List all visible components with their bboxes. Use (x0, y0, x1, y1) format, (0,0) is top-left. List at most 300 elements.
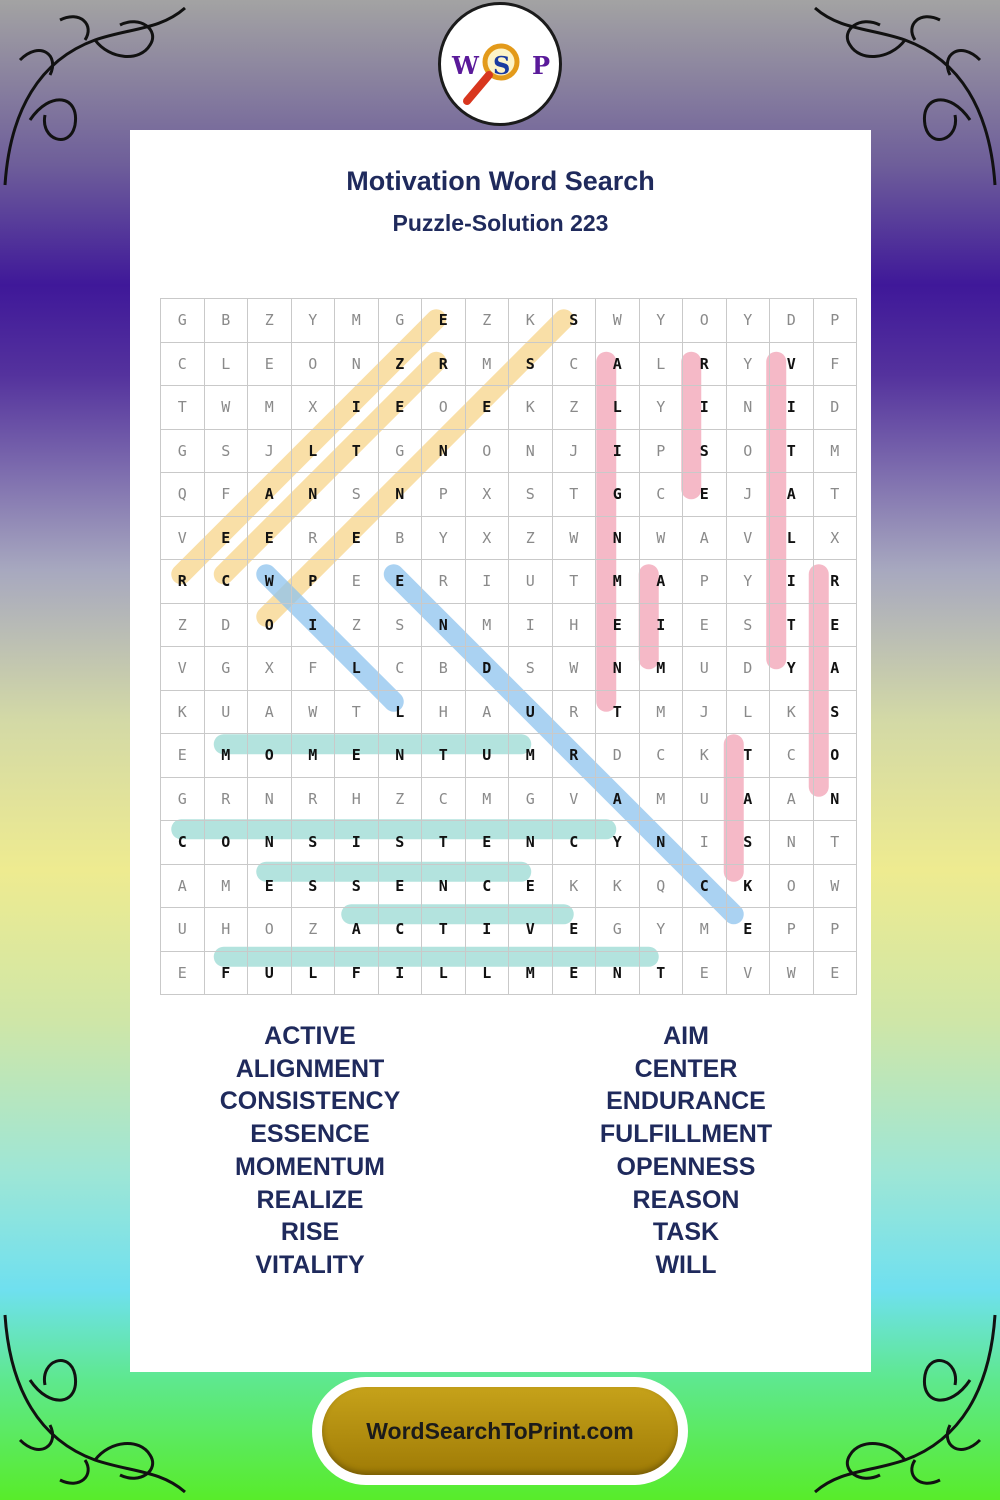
grid-cell[interactable]: V (726, 951, 770, 995)
grid-cell[interactable]: U (509, 560, 553, 604)
grid-cell[interactable]: N (248, 821, 292, 865)
grid-cell[interactable]: P (291, 560, 335, 604)
grid-cell[interactable]: R (291, 777, 335, 821)
grid-cell[interactable]: E (248, 516, 292, 560)
grid-row (161, 516, 857, 560)
grid-cell[interactable]: C (161, 821, 205, 865)
grid-cell[interactable]: S (335, 864, 379, 908)
grid-cell[interactable]: U (161, 908, 205, 952)
grid-cell[interactable]: L (726, 690, 770, 734)
grid-cell[interactable]: K (161, 690, 205, 734)
grid-cell[interactable]: S (291, 864, 335, 908)
grid-cell[interactable]: E (335, 516, 379, 560)
grid-cell[interactable]: H (422, 690, 466, 734)
grid-cell[interactable]: C (161, 342, 205, 386)
grid-cell[interactable]: I (335, 386, 379, 430)
grid-row (161, 299, 857, 343)
grid-cell[interactable]: T (552, 473, 596, 517)
grid-cell[interactable]: O (465, 429, 509, 473)
grid-cell[interactable]: E (378, 864, 422, 908)
grid-cell[interactable]: I (683, 821, 727, 865)
grid-cell[interactable]: A (639, 560, 683, 604)
grid-cell[interactable]: I (596, 429, 640, 473)
grid-cell[interactable]: C (465, 864, 509, 908)
grid-cell[interactable]: C (770, 734, 814, 778)
grid-cell[interactable]: F (204, 473, 248, 517)
grid-cell[interactable]: Z (509, 516, 553, 560)
grid-cell[interactable]: S (291, 821, 335, 865)
grid-cell[interactable]: A (465, 690, 509, 734)
grid-cell[interactable]: L (639, 342, 683, 386)
site-link-inner (322, 1387, 678, 1475)
grid-cell[interactable]: M (465, 603, 509, 647)
grid-cell[interactable]: L (770, 516, 814, 560)
grid-cell[interactable]: S (813, 690, 857, 734)
grid-row (161, 864, 857, 908)
grid-cell[interactable]: E (683, 603, 727, 647)
grid-cell[interactable]: U (204, 690, 248, 734)
grid-cell[interactable]: E (161, 951, 205, 995)
grid-cell[interactable]: A (335, 908, 379, 952)
word-list-left (130, 1020, 490, 1282)
grid-cell[interactable]: A (596, 342, 640, 386)
grid-cell[interactable]: M (465, 777, 509, 821)
grid-row (161, 560, 857, 604)
grid-cell[interactable]: E (378, 560, 422, 604)
grid-cell[interactable]: L (335, 647, 379, 691)
grid-cell[interactable]: A (683, 516, 727, 560)
grid-cell[interactable]: O (683, 299, 727, 343)
grid-cell[interactable]: Y (639, 299, 683, 343)
grid-cell[interactable]: E (726, 908, 770, 952)
grid-row (161, 603, 857, 647)
grid-cell[interactable]: F (291, 647, 335, 691)
grid-cell[interactable]: Y (422, 516, 466, 560)
grid-cell[interactable]: I (683, 386, 727, 430)
grid-cell[interactable]: Z (161, 603, 205, 647)
grid-cell[interactable]: R (422, 342, 466, 386)
grid-cell[interactable]: P (813, 908, 857, 952)
grid-cell[interactable]: N (639, 821, 683, 865)
grid-cell[interactable]: G (161, 429, 205, 473)
grid-cell[interactable]: O (248, 734, 292, 778)
grid-cell[interactable]: V (726, 516, 770, 560)
grid-cell[interactable]: T (422, 821, 466, 865)
grid-cell[interactable]: U (683, 647, 727, 691)
grid-cell[interactable]: S (509, 342, 553, 386)
grid-cell[interactable]: S (509, 473, 553, 517)
grid-cell[interactable]: X (291, 386, 335, 430)
grid-cell[interactable]: L (422, 951, 466, 995)
grid-cell[interactable]: E (161, 734, 205, 778)
grid-cell[interactable]: D (726, 647, 770, 691)
grid-cell[interactable]: O (726, 429, 770, 473)
word-list-item: OPENNESS (616, 1152, 756, 1181)
grid-cell[interactable]: E (378, 386, 422, 430)
grid-cell[interactable]: R (683, 342, 727, 386)
grid-cell[interactable]: M (639, 690, 683, 734)
grid-cell[interactable]: M (335, 299, 379, 343)
grid-cell[interactable]: I (335, 821, 379, 865)
grid-cell[interactable]: A (813, 647, 857, 691)
grid-cell[interactable]: V (552, 777, 596, 821)
grid-cell[interactable]: E (509, 864, 553, 908)
grid-cell[interactable]: Y (291, 299, 335, 343)
grid-cell[interactable]: Y (770, 647, 814, 691)
grid-cell[interactable]: N (248, 777, 292, 821)
word-list-item: TASK (652, 1218, 720, 1247)
grid-cell[interactable]: S (726, 821, 770, 865)
grid-cell[interactable]: N (509, 429, 553, 473)
grid-cell[interactable]: F (813, 342, 857, 386)
grid-cell[interactable]: V (770, 342, 814, 386)
grid-cell[interactable]: K (509, 386, 553, 430)
grid-cell[interactable]: A (596, 777, 640, 821)
grid-cell[interactable]: P (639, 429, 683, 473)
grid-cell[interactable]: M (813, 429, 857, 473)
grid-cell[interactable]: M (465, 342, 509, 386)
grid-cell[interactable]: Y (596, 821, 640, 865)
page-title: Motivation Word Search (346, 166, 655, 196)
word-list-item: ACTIVE (264, 1022, 356, 1050)
grid-cell[interactable]: S (204, 429, 248, 473)
grid-cell[interactable]: T (770, 429, 814, 473)
grid-cell[interactable]: I (465, 908, 509, 952)
grid-cell[interactable]: D (770, 299, 814, 343)
grid-cell[interactable]: R (552, 690, 596, 734)
grid-cell[interactable]: A (161, 864, 205, 908)
grid-cell[interactable]: T (813, 821, 857, 865)
logo-letter-s: S (493, 51, 511, 80)
word-list-item: WILL (655, 1250, 717, 1279)
grid-cell[interactable]: E (465, 821, 509, 865)
grid-cell[interactable]: V (161, 516, 205, 560)
grid-cell[interactable]: E (552, 951, 596, 995)
grid-cell[interactable]: P (422, 473, 466, 517)
grid-row (161, 777, 857, 821)
grid-cell[interactable]: E (335, 734, 379, 778)
grid-cell[interactable]: P (813, 299, 857, 343)
grid-cell[interactable]: K (683, 734, 727, 778)
grid-cell[interactable]: L (204, 342, 248, 386)
grid-cell[interactable]: E (248, 342, 292, 386)
grid-cell[interactable]: Z (552, 386, 596, 430)
grid-cell[interactable]: G (161, 777, 205, 821)
grid-cell[interactable]: E (813, 603, 857, 647)
grid-cell[interactable]: G (596, 473, 640, 517)
grid-cell[interactable]: C (552, 342, 596, 386)
grid-cell[interactable]: T (161, 386, 205, 430)
grid-cell[interactable]: H (204, 908, 248, 952)
grid-cell[interactable]: Z (335, 603, 379, 647)
grid-cell[interactable]: Y (726, 299, 770, 343)
grid-cell[interactable]: F (335, 951, 379, 995)
grid-cell[interactable]: W (291, 690, 335, 734)
grid-cell[interactable]: G (378, 429, 422, 473)
grid-cell[interactable]: F (204, 951, 248, 995)
grid-cell[interactable]: N (335, 342, 379, 386)
word-list-right (506, 1020, 866, 1282)
grid-cell[interactable]: I (465, 560, 509, 604)
grid-cell[interactable]: M (509, 951, 553, 995)
grid-cell[interactable]: M (639, 777, 683, 821)
grid-cell[interactable]: T (596, 690, 640, 734)
grid-cell[interactable]: Z (378, 777, 422, 821)
grid-cell[interactable]: W (248, 560, 292, 604)
grid-cell[interactable]: S (335, 473, 379, 517)
wsp-logo[interactable] (438, 2, 562, 126)
grid-cell[interactable]: Z (291, 908, 335, 952)
puzzle-grid (160, 298, 840, 982)
word-list-item: FULFILLMENT (599, 1120, 773, 1149)
grid-cell[interactable]: U (248, 951, 292, 995)
grid-cell[interactable]: W (813, 864, 857, 908)
grid-cell[interactable]: S (509, 647, 553, 691)
grid-row (161, 342, 857, 386)
grid-row (161, 951, 857, 995)
grid-cell[interactable]: L (596, 386, 640, 430)
grid-cell[interactable]: P (770, 908, 814, 952)
grid-cell[interactable]: C (639, 473, 683, 517)
grid-cell[interactable]: N (770, 821, 814, 865)
grid-cell[interactable]: C (552, 821, 596, 865)
grid-cell[interactable]: W (639, 516, 683, 560)
grid-cell[interactable]: I (639, 603, 683, 647)
word-list-item: ESSENCE (250, 1120, 370, 1149)
grid-cell[interactable]: W (770, 951, 814, 995)
grid-cell[interactable]: C (683, 864, 727, 908)
grid-cell[interactable]: K (552, 864, 596, 908)
puzzle-card (130, 130, 871, 1372)
grid-cell[interactable]: Q (161, 473, 205, 517)
grid-cell[interactable]: K (509, 299, 553, 343)
grid-cell[interactable]: A (770, 777, 814, 821)
grid-cell[interactable]: G (509, 777, 553, 821)
grid-cell[interactable]: O (248, 908, 292, 952)
word-list-item: CENTER (634, 1054, 738, 1083)
grid-cell[interactable]: O (770, 864, 814, 908)
grid-cell[interactable]: A (248, 473, 292, 517)
grid-cell[interactable]: M (596, 560, 640, 604)
logo-letter-w: W (452, 51, 479, 80)
grid-cell[interactable]: J (726, 473, 770, 517)
grid-cell[interactable]: D (204, 603, 248, 647)
grid-cell[interactable]: I (291, 603, 335, 647)
grid-cell[interactable]: I (378, 951, 422, 995)
grid-cell[interactable]: U (509, 690, 553, 734)
logo-letter-p: P (532, 51, 551, 80)
grid-cell[interactable]: N (596, 516, 640, 560)
grid-cell[interactable]: P (683, 560, 727, 604)
grid-cell[interactable]: Z (465, 299, 509, 343)
grid-cell[interactable]: T (422, 734, 466, 778)
grid-cell[interactable]: C (204, 560, 248, 604)
grid-cell[interactable]: R (161, 560, 205, 604)
grid-cell[interactable]: D (596, 734, 640, 778)
word-list-item: REALIZE (256, 1185, 364, 1214)
grid-cell[interactable]: M (639, 647, 683, 691)
grid-cell[interactable]: N (813, 777, 857, 821)
grid-cell[interactable]: B (378, 516, 422, 560)
grid-cell[interactable]: M (291, 734, 335, 778)
grid-cell[interactable]: U (465, 734, 509, 778)
grid-cell[interactable]: N (422, 864, 466, 908)
grid-cell[interactable]: Y (639, 386, 683, 430)
grid-cell[interactable]: T (552, 560, 596, 604)
grid-cell[interactable]: A (726, 777, 770, 821)
grid-cell[interactable]: R (291, 516, 335, 560)
word-list-item: ALIGNMENT (235, 1054, 385, 1083)
grid-cell[interactable]: N (726, 386, 770, 430)
grid-cell[interactable]: U (683, 777, 727, 821)
grid-cell[interactable]: L (378, 690, 422, 734)
grid-cell[interactable]: R (552, 734, 596, 778)
grid-row (161, 821, 857, 865)
grid-cell[interactable]: O (204, 821, 248, 865)
grid-cell[interactable]: K (596, 864, 640, 908)
grid-cell[interactable]: G (378, 299, 422, 343)
grid-cell[interactable]: C (378, 908, 422, 952)
grid-cell[interactable]: L (291, 429, 335, 473)
grid-cell[interactable]: G (596, 908, 640, 952)
grid-cell[interactable]: M (204, 734, 248, 778)
grid-cell[interactable]: N (422, 603, 466, 647)
grid-cell[interactable]: T (335, 690, 379, 734)
grid-cell[interactable]: N (596, 647, 640, 691)
word-list-item: REASON (632, 1185, 740, 1214)
grid-cell[interactable]: G (204, 647, 248, 691)
grid-cell[interactable]: T (813, 473, 857, 517)
grid-cell[interactable]: L (465, 951, 509, 995)
grid-cell[interactable]: W (552, 516, 596, 560)
grid-cell[interactable]: R (813, 560, 857, 604)
grid-cell[interactable]: N (596, 951, 640, 995)
grid-cell[interactable]: N (378, 473, 422, 517)
grid-cell[interactable]: E (552, 908, 596, 952)
page-subtitle: Puzzle-Solution 223 (392, 210, 609, 236)
grid-cell[interactable]: W (596, 299, 640, 343)
grid-cell[interactable]: D (813, 386, 857, 430)
grid-cell[interactable]: Y (726, 342, 770, 386)
grid-cell[interactable]: G (161, 299, 205, 343)
grid-cell[interactable]: M (509, 734, 553, 778)
grid-cell[interactable]: X (248, 647, 292, 691)
grid-cell[interactable]: B (204, 299, 248, 343)
grid-cell[interactable]: T (639, 951, 683, 995)
grid-cell[interactable]: J (248, 429, 292, 473)
grid-cell[interactable]: W (552, 647, 596, 691)
word-list-item: RISE (280, 1218, 340, 1247)
grid-cell[interactable]: V (509, 908, 553, 952)
grid-cell[interactable]: K (770, 690, 814, 734)
grid-cell[interactable]: E (813, 951, 857, 995)
grid-row (161, 908, 857, 952)
letter-grid (160, 298, 857, 995)
grid-cell[interactable]: S (552, 299, 596, 343)
grid-cell[interactable]: C (422, 777, 466, 821)
grid-cell[interactable]: O (248, 603, 292, 647)
grid-cell[interactable]: O (291, 342, 335, 386)
grid-cell[interactable]: E (683, 473, 727, 517)
grid-row (161, 429, 857, 473)
grid-cell[interactable]: N (291, 473, 335, 517)
grid-row (161, 690, 857, 734)
grid-cell[interactable]: J (552, 429, 596, 473)
grid-cell[interactable]: T (770, 603, 814, 647)
word-list-item: MOMENTUM (235, 1152, 385, 1181)
grid-cell[interactable]: V (161, 647, 205, 691)
grid-row (161, 647, 857, 691)
grid-cell[interactable]: W (204, 386, 248, 430)
grid-cell[interactable]: C (639, 734, 683, 778)
grid-cell[interactable]: C (378, 647, 422, 691)
grid-cell[interactable]: H (552, 603, 596, 647)
word-list-item: ENDURANCE (606, 1087, 766, 1116)
grid-cell[interactable]: E (596, 603, 640, 647)
grid-cell[interactable]: R (204, 777, 248, 821)
grid-cell[interactable]: I (509, 603, 553, 647)
grid-cell[interactable]: E (335, 560, 379, 604)
grid-cell[interactable]: R (422, 560, 466, 604)
grid-cell[interactable]: S (378, 821, 422, 865)
word-list-item: AIM (663, 1022, 709, 1050)
grid-cell[interactable]: O (813, 734, 857, 778)
grid-cell[interactable]: X (465, 473, 509, 517)
grid-cell[interactable]: B (422, 647, 466, 691)
grid-cell[interactable]: E (683, 951, 727, 995)
grid-cell[interactable]: T (335, 429, 379, 473)
grid-cell[interactable]: Z (248, 299, 292, 343)
grid-cell[interactable]: E (248, 864, 292, 908)
grid-cell[interactable]: E (465, 386, 509, 430)
grid-row (161, 734, 857, 778)
grid-cell[interactable]: S (378, 603, 422, 647)
grid-cell[interactable]: I (770, 386, 814, 430)
grid-cell[interactable]: M (204, 864, 248, 908)
grid-cell[interactable]: K (726, 864, 770, 908)
grid-cell[interactable]: X (813, 516, 857, 560)
grid-row (161, 386, 857, 430)
grid-cell[interactable]: H (335, 777, 379, 821)
grid-cell[interactable]: O (422, 386, 466, 430)
grid-cell[interactable]: E (204, 516, 248, 560)
grid-cell[interactable]: Y (639, 908, 683, 952)
grid-cell[interactable]: A (770, 473, 814, 517)
grid-cell[interactable]: S (726, 603, 770, 647)
grid-cell[interactable]: S (683, 429, 727, 473)
grid-cell[interactable]: I (770, 560, 814, 604)
grid-cell[interactable]: D (465, 647, 509, 691)
word-list-item: CONSISTENCY (219, 1087, 401, 1116)
grid-cell[interactable]: A (248, 690, 292, 734)
grid-cell[interactable]: M (248, 386, 292, 430)
grid-cell[interactable]: T (726, 734, 770, 778)
grid-cell[interactable]: L (291, 951, 335, 995)
word-list-item: VITALITY (255, 1250, 365, 1279)
grid-cell[interactable]: N (509, 821, 553, 865)
grid-cell[interactable]: J (683, 690, 727, 734)
grid-cell[interactable]: N (422, 429, 466, 473)
grid-cell[interactable]: Q (639, 864, 683, 908)
grid-cell[interactable]: Y (726, 560, 770, 604)
grid-cell[interactable]: M (683, 908, 727, 952)
grid-cell[interactable]: X (465, 516, 509, 560)
grid-cell[interactable]: E (422, 299, 466, 343)
grid-cell[interactable]: N (378, 734, 422, 778)
grid-cell[interactable]: T (422, 908, 466, 952)
site-link-button[interactable] (312, 1377, 688, 1485)
grid-cell[interactable]: Z (378, 342, 422, 386)
